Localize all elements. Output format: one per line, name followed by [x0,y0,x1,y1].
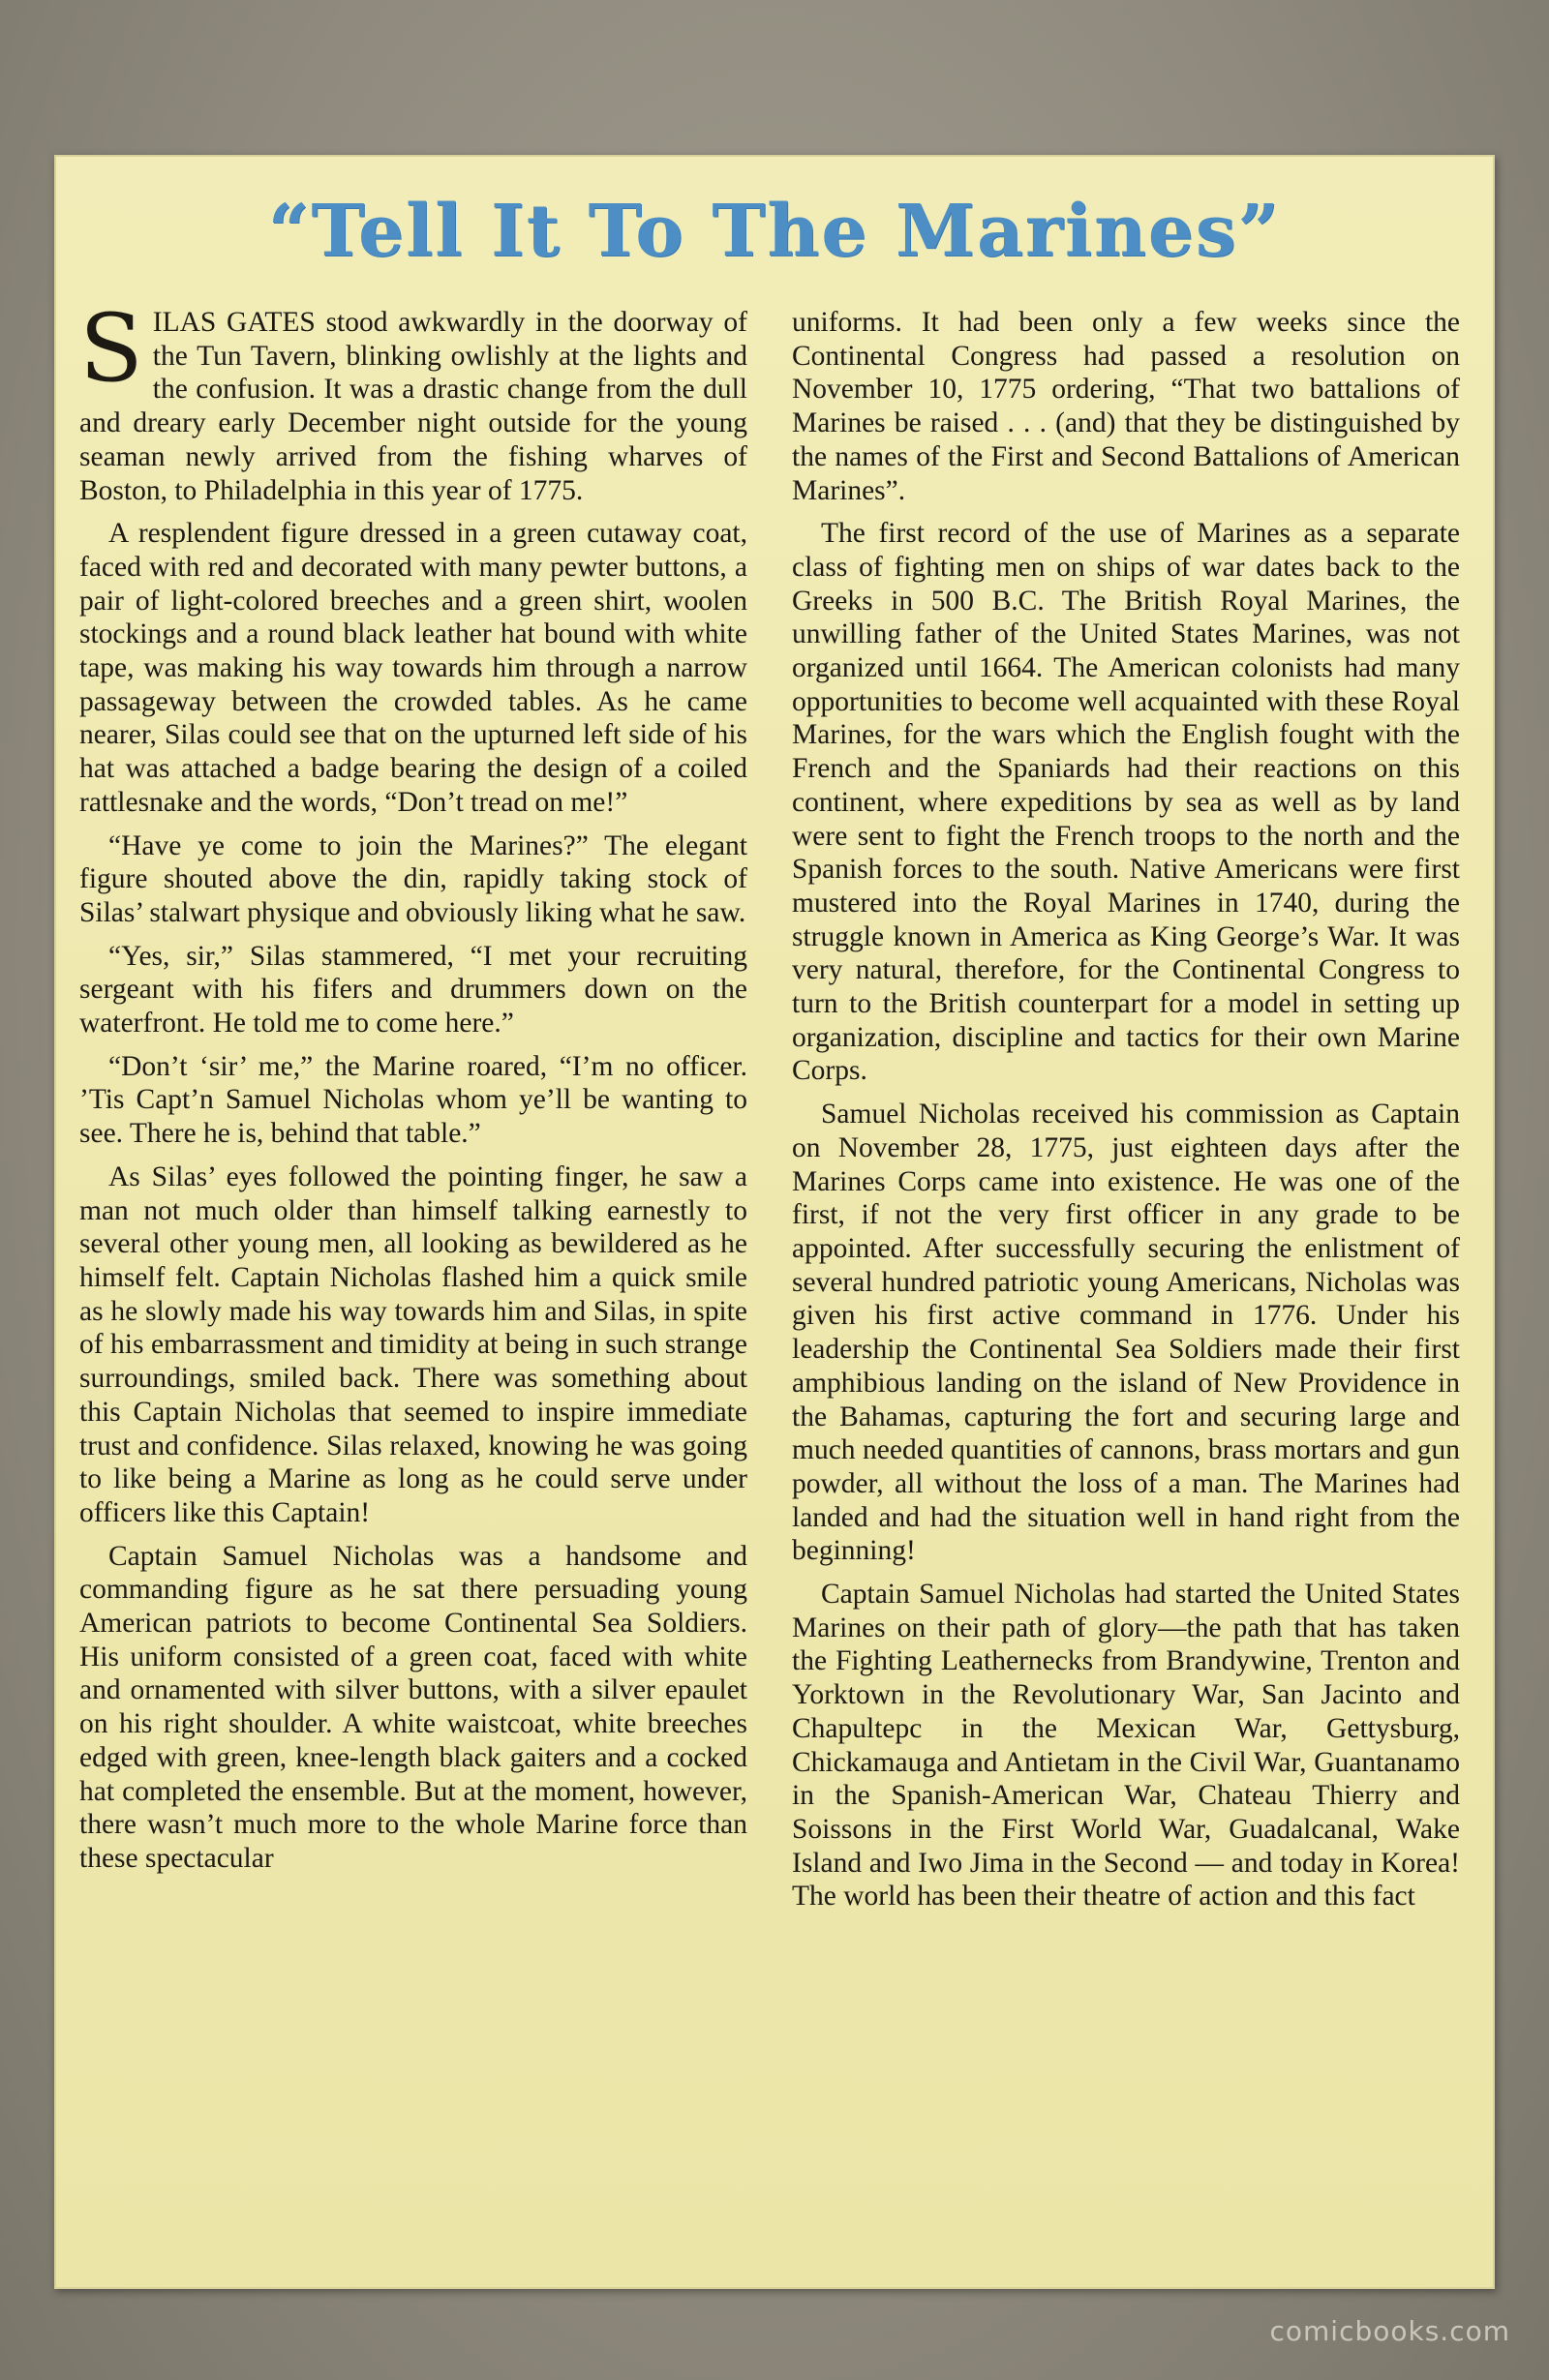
right-column [792,306,1460,1923]
article-title: “Tell It To The Marines” [267,190,1282,273]
paragraph-5: “Don’t ‘sir’ me,” the Marine roared, “I’m no officer. ’Tis Capt’n Samuel Nicholas whom ye’ll be wanting to see. There he is, behind that table.” [79,1050,747,1150]
paragraph-9: The first record of the use of Marines as a separate class of fighting men on ships of war dates back to the Greeks in 500 B.C. The British Royal Marines, the unwilling father of the United States Marines, was not organized until 1664. The American colonists had many opportunities to become well acquainted with these Royal Marines, for the wars which the English fought with the French and the Spaniards had their reactions on this continent, where expeditions by sea as well as by land were sent to fight the French troops to the north and the Spanish forces to the south. Native Americans were first mustered into the Royal Marines in 1740, during the struggle known in America as King George’s War. It was very natural, therefore, for the Continental Congress to turn to the British counterpart for a model in setting up organization, discipline and tactics for their own Marine Corps. [792,518,1460,1087]
paragraph-3: “Have ye come to join the Marines?” The elegant figure shouted above the din, rapidly taking stock of Silas’ stalwart physique and obviously liking what he saw. [79,829,747,928]
paragraph-8: uniforms. It had been only a few weeks since the Continental Congress had passed a resolution on November 10, 1775 ordering, “That two battalions of Marines be raised . . . (and) that they be distinguished by the names of the First and Second Battalions of American Marines”. [792,307,1460,506]
site-watermark: comicbooks.com [1269,2315,1510,2347]
paragraph-2: A resplendent figure dressed in a green cutaway coat, faced with red and decorated with many pewter buttons, a pair of light-colored breeches and a green shirt, woolen stockings and a round black leather hat bound with white tape, was making his way towards him through a narrow passageway between the crowded tables. As he came nearer, Silas could see that on the upturned left side of his hat was attached a badge bearing the design of a coiled rattlesnake and the words, “Don’t tread on me!” [79,518,747,818]
paragraph-10: Samuel Nicholas received his commission as Captain on November 28, 1775, just eighteen days after the Marines Corps came into existence. He was one of the first, if not the very first officer in any grade to be appointed. After successfully securing the enlistment of several hundred patriotic young Americans, Nicholas was given his first active command in 1776. Under his leadership the Continental Sea Soldiers made their first amphibious landing on the island of New Providence in the Bahamas, capturing the fort and securing large and much needed quantities of cannons, brass mortars and gun powder, all without the loss of a man. The Marines had landed and had the situation well in hand right from the beginning! [792,1099,1460,1567]
paragraph-6: As Silas’ eyes followed the pointing finger, he saw a man not much older than himself talking earnestly to several other young men, all looking as bewildered as he himself felt. Captain Nicholas flashed him a quick smile as he slowly made his way towards him and Silas, in spite of his embarrassment and timidity at being in such strange surroundings, smiled back. There was something about this Captain Nicholas that seemed to inspire immediate trust and confidence. Silas relaxed, knowing he was going to like being a Marine as long as he could serve under officers like this Captain! [79,1160,747,1528]
paragraph-4: “Yes, sir,” Silas stammered, “I met your recruiting sergeant with his fifers and drummers down on the waterfront. He told me to come here.” [79,940,747,1039]
paragraph-11: Captain Samuel Nicholas had started the United States Marines on their path of glory—the path that has taken the Fighting Leathernecks from Brandywine, Trenton and Yorktown in the Revolutionary War, San Jacinto and Chapultepc in the Mexican War, Gettysburg, Chickamauga and Antietam in the Civil War, Guantanamo in the Spanish-American War, Chateau Thierry and Soissons in the First World War, Guadalcanal, Wake Island and Iwo Jima in the Second — and today in Korea! The world has been their theatre of action and this fact [792,1579,1460,1913]
left-column [79,294,747,1885]
paragraph-1-text: ILAS GATES stood awkwardly in the doorway of the Tun Tavern, blinking owlishly at the lights and the confusion. It was a drastic change from the dull and dreary early December night outside for the young seaman newly arrived from the fishing wharves of Boston, to Philadelphia in this year of 1775. [79,307,747,506]
paragraph-1 [79,294,747,507]
drop-cap: S [79,294,143,403]
paragraph-7: Captain Samuel Nicholas was a handsome and commanding figure as he sat there persuading young American patriots to become Continental Sea Soldiers. His uniform consisted of a green coat, faced with white and ornamented with silver buttons, with a silver epaulet on his right shoulder. A white waistcoat, white breeches edged with green, knee-length black gaiters and a cocked hat completed the ensemble. But at the moment, however, there wasn’t much more to the whole Marine force than these spectacular [79,1540,747,1874]
